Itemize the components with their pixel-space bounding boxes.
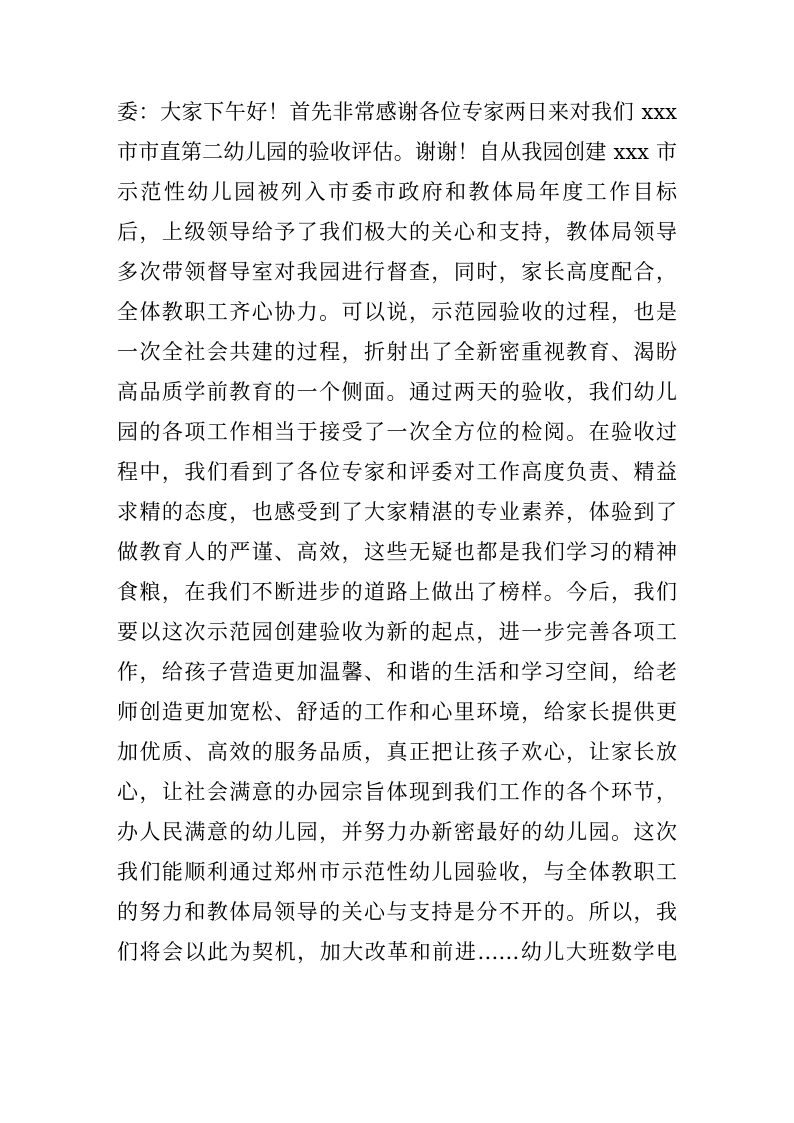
text-line: 高品质学前教育的一个侧面。通过两天的验收，我们幼儿 <box>117 380 677 404</box>
text-line: 要以这次示范园创建验收为新的起点，进一步完善各项工 <box>117 620 677 644</box>
text-line: 全体教职工齐心协力。可以说，示范园验收的过程，也是 <box>117 300 677 324</box>
text-line: 多次带领督导室对我园进行督查，同时，家长高度配合， <box>117 260 677 284</box>
text-line: 做教育人的严谨、高效，这些无疑也都是我们学习的精神 <box>117 540 677 564</box>
text-line: 我们能顺利通过郑州市示范性幼儿园验收，与全体教职工 <box>117 860 677 884</box>
text-line: 求精的态度，也感受到了大家精湛的专业素养，体验到了 <box>117 500 677 524</box>
text-line: 作，给孩子营造更加温馨、和谐的生活和学习空间，给老 <box>117 660 677 684</box>
body-text <box>117 92 677 972</box>
text-line: 食粮，在我们不断进步的道路上做出了榜样。今后，我们 <box>117 580 677 604</box>
text-line: 师创造更加宽松、舒适的工作和心里环境，给家长提供更 <box>117 700 677 724</box>
text-line: 心，让社会满意的办园宗旨体现到我们工作的各个环节， <box>117 780 677 804</box>
text-line: 示范性幼儿园被列入市委市政府和教体局年度工作目标 <box>117 180 677 204</box>
text-line: 市市直第二幼儿园的验收评估。谢谢！自从我园创建 xxx 市 <box>117 140 677 164</box>
text-line: 办人民满意的幼儿园，并努力办新密最好的幼儿园。这次 <box>117 820 677 844</box>
text-line: 园的各项工作相当于接受了一次全方位的检阅。在验收过 <box>117 420 677 444</box>
text-line: 程中，我们看到了各位专家和评委对工作高度负责、精益 <box>117 460 677 484</box>
text-line: 一次全社会共建的过程，折射出了全新密重视教育、渴盼 <box>117 340 677 364</box>
text-line: 们将会以此为契机，加大改革和前进……幼儿大班数学电 <box>117 940 677 964</box>
text-line: 的努力和教体局领导的关心与支持是分不开的。所以，我 <box>117 900 677 924</box>
text-line: 委：大家下午好！首先非常感谢各位专家两日来对我们 xxx <box>117 100 677 124</box>
text-line: 加优质、高效的服务品质，真正把让孩子欢心，让家长放 <box>117 740 677 764</box>
text-line: 后，上级领导给予了我们极大的关心和支持，教体局领导 <box>117 220 677 244</box>
